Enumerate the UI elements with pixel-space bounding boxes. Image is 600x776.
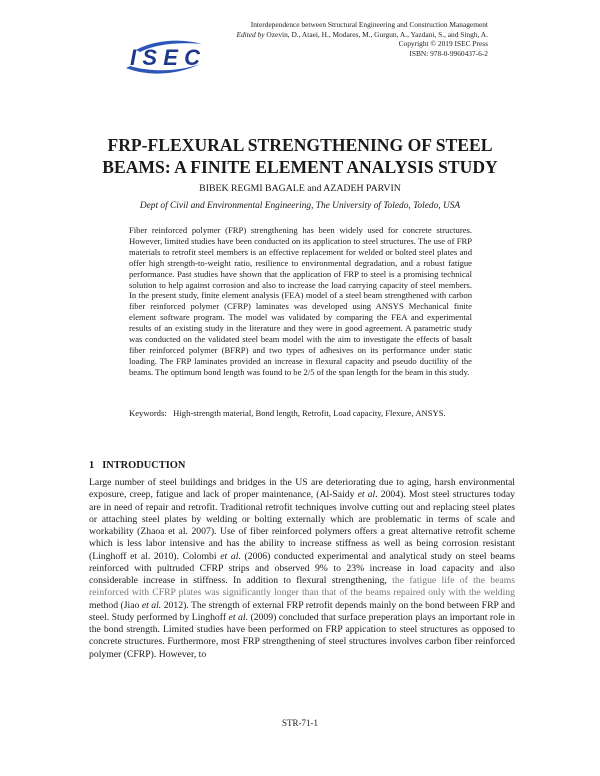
citation-et-al: et al	[357, 489, 376, 501]
logo-text: ISEC	[130, 45, 200, 70]
keywords-label: Keywords:	[129, 408, 167, 418]
section-heading-introduction	[89, 460, 185, 471]
body-segment-2: . 2004). Most steel structures today are in need of repair and retrofit. Traditional retrofit techniques involve cutting out and replacing steel plates or attaching steel plates by welding or bolting externally which are problematic in terms of scale and workability (Zhaoa et al. 2007). Use of fiber reinforced polymers offers a great alternative retrofit scheme which is less labor intensive and has the ability to increase stiffness as well as being corrosion resistant (Linghoff et al. 2010). Colombi	[89, 489, 515, 562]
body-segment-faded: the fatigue life of the beams reinforced with CFRP plates was significantly longer than that of the beams repaired only with the welding	[89, 575, 516, 599]
author-2: AZADEH PARVIN	[323, 183, 401, 194]
body-segment-3: (2006) conducted experimental and analytical study on steel beams reinforced with pultruded CFRP strips and observed 9% to 23% increase in load capacity and also considerable increase in stiffness. In addition to flexural strengthening,	[89, 550, 516, 586]
section-number: 1	[89, 460, 95, 471]
title-line-1: FRP-FLEXURAL STRENGTHENING OF STEEL	[107, 135, 493, 155]
paper-title	[0, 134, 600, 178]
author-conjunction: and	[307, 183, 322, 194]
header-editors-line	[236, 30, 488, 40]
introduction-paragraph	[89, 477, 515, 661]
abstract: Fiber reinforced polymer (FRP) strengthening has been widely used for concrete structures. However, limited studies have been conducted on its application to steel structures. The use of FRP materials to retrofit steel members is an effective replacement for welded or bolted steel plates and offer high strength-to-weight ratio, resilience to environmental degradation, and a robust fatigue performance. Past studies have shown that the application of FRP to steel is a promising technical solution to help against corrosion and also to increase the load carrying capacity of steel members. In the present study, finite element analysis (FEA) model of a steel beam strengthened with carbon fiber reinforced polymer (CFRP) laminates was developed using ANSYS Mechanical finite element software program. The model was validated by comparing the FEA and experimental results of an existing study in the literature and they were in good agreement. A parametric study was conducted on the validated steel beam model with the aim to investigate the effects of basalt fiber reinforced polymer (BFRP) and two types of adhesives on its performance under static loading. The FRP laminates provided an increase in flexural capacity and pseudo ductility of the beams. The optimum bond length was found to be 2/5 of the span length for the beam in this study.	[129, 225, 472, 377]
section-title: INTRODUCTION	[102, 460, 186, 471]
keywords	[129, 408, 472, 419]
body-segment-5: method (Jiao	[89, 599, 142, 611]
keywords-text: High-strength material, Bond length, Retrofit, Load capacity, Flexure, ANSYS.	[173, 408, 446, 418]
affiliation: Dept of Civil and Environmental Engineering, The University of Toledo, Toledo, USA	[139, 201, 461, 211]
citation-et-al: et al.	[228, 611, 248, 623]
citation-et-al: et al.	[220, 550, 241, 562]
body-segment-1: Large number of steel buildings and bridges in the US are deteriorating due to aging, harsh environmental exposure, creep, fatigue and lack of proper maintenance, (Al-Saidy	[89, 477, 515, 501]
author-1: BIBEK REGMI BAGALE	[199, 183, 305, 194]
publication-header	[236, 20, 488, 58]
header-line-1: Interdependence between Structural Engineering and Construction Management	[250, 20, 488, 29]
edited-by-label: Edited by	[236, 29, 265, 39]
page-number: STR-71-1	[282, 718, 318, 728]
isbn-line: ISBN: 978-0-9960437-6-2	[409, 48, 488, 58]
copyright-line: Copyright © 2019 ISEC Press	[398, 39, 488, 49]
title-line-2: BEAMS: A FINITE ELEMENT ANALYSIS STUDY	[102, 157, 498, 177]
body-segment-6: 2012). The strength of external FRP retrofit depends mainly on the bond between FRP and steel. Study performed by Linghoff	[89, 599, 516, 623]
editors-list: Ozevin, D., Ataei, H., Modares, M., Gurgun, A., Yazdani, S., and Singh, A.	[266, 29, 488, 39]
author-line	[0, 183, 600, 194]
body-segment-7: (2009) concluded that surface preperation plays an important role in the bond strength. Limited studies have been performed on FRP appication to steel structures as opposed to concrete structures. Furthermore, most FRP strengthening of steel structures involves carbon fiber reinforced polymer (CFRP). However, to	[89, 611, 516, 660]
citation-et-al: et al.	[141, 599, 162, 611]
isec-logo	[116, 34, 212, 78]
